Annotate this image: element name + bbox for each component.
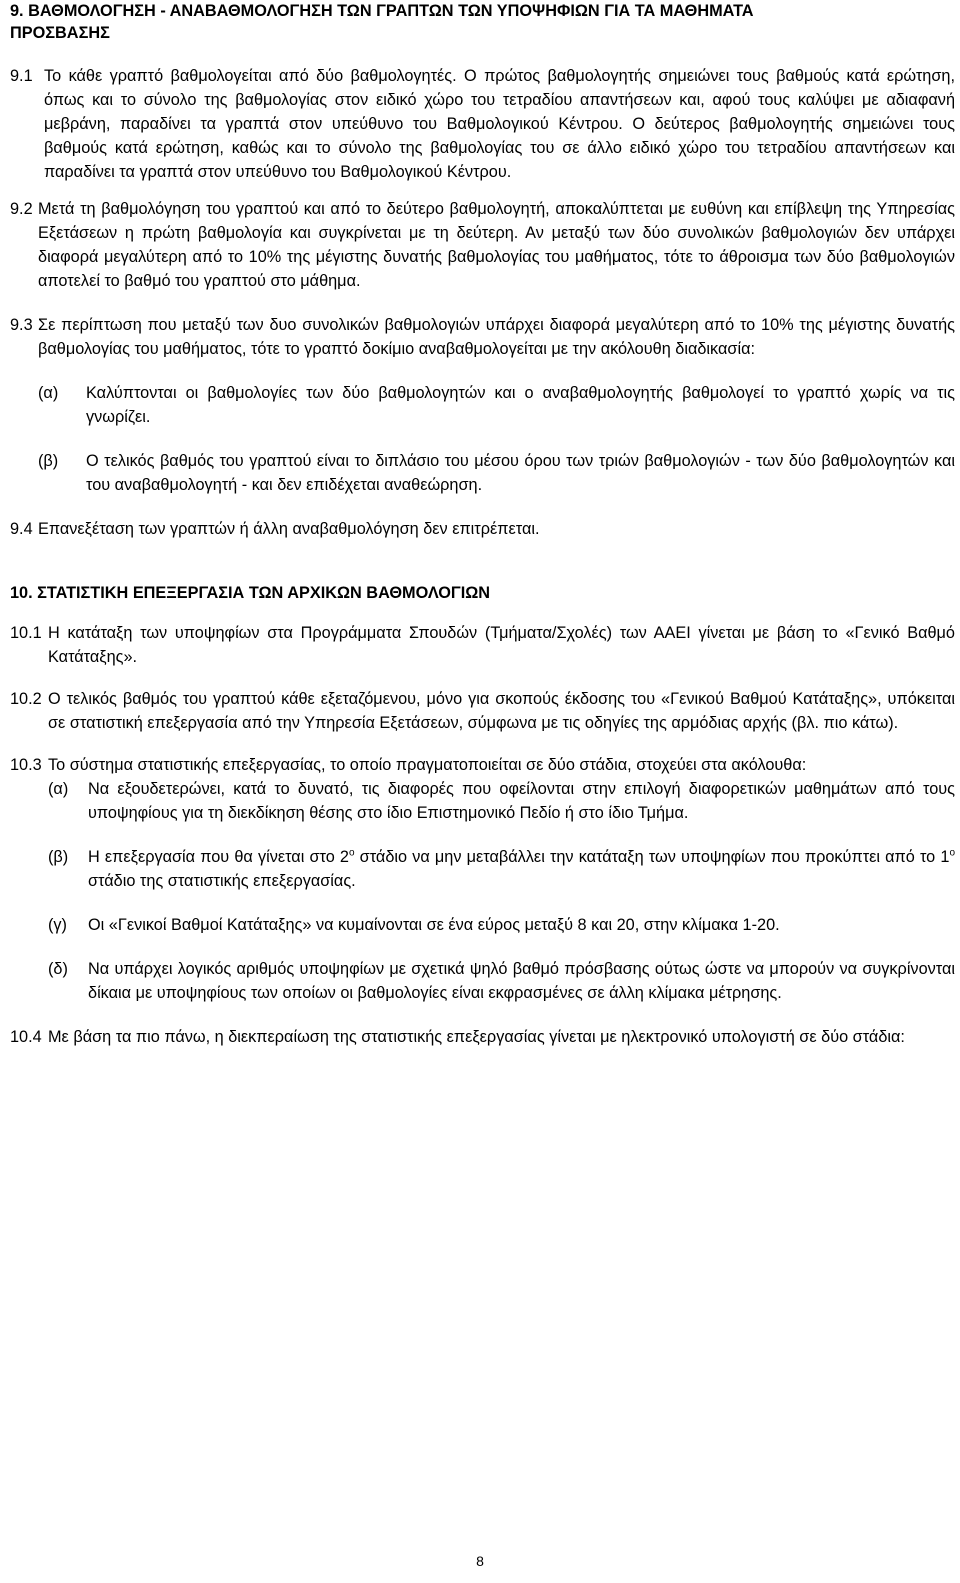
paragraph-text: Ο τελικός βαθμός του γραπτού κάθε εξεταζόμενου, μόνο για σκοπούς έκδοσης του «Γενικού Βαθμού Κατάταξης», υπόκειται σε στατιστική επεξεργασία από την Υπηρεσία Εξετάσεων, σύμφωνα με τις οδηγίες της αρμόδιας αρχής (βλ. πιο κάτω). (48, 690, 955, 732)
item-label: (δ) (48, 960, 68, 978)
item-text: Ο τελικός βαθμός του γραπτού είναι το διπλάσιο του μέσου όρου των τριών βαθμολογιών - των δύο βαθμολογητών και του αναβαθμολογητή - και δεν επιδέχεται αναθεώρηση. (86, 452, 955, 494)
paragraph-number: 10.2 (10, 690, 42, 708)
item-text: Καλύπτονται οι βαθμολογίες των δύο βαθμολογητών και ο αναβαθμολογητής βαθμολογεί το γραπτό χωρίς να τις γνωρίζει. (86, 384, 955, 426)
item-text-part: Η επεξεργασία που θα γίνεται στο 2 (88, 848, 349, 866)
paragraph-9-3-b (38, 449, 955, 497)
paragraph-9-2 (10, 197, 955, 293)
item-label: (β) (48, 848, 69, 866)
item-label: (γ) (48, 916, 67, 934)
paragraph-number: 10.3 (10, 756, 42, 774)
paragraph-10-4 (10, 1025, 955, 1049)
paragraph-number: 9.3 (10, 316, 33, 334)
document-page (10, 0, 955, 1049)
paragraph-number: 9.2 (10, 200, 33, 218)
item-text: Να εξουδετερώνει, κατά το δυνατό, τις διαφορές που οφείλονται στην επιλογή διαφορετικών μαθημάτων από τους υποψηφίους για τη διεκδίκηση θέσης στο ίδιο Επιστημονικό Πεδίο ή στο ίδιο Τμήμα. (88, 780, 955, 822)
page-number: 8 (476, 1553, 484, 1569)
item-text: Οι «Γενικοί Βαθμοί Κατάταξης» να κυμαίνονται σε ένα εύρος μεταξύ 8 και 20, στην κλίμακα 1-20. (88, 916, 780, 934)
paragraph-number: 10.4 (10, 1028, 42, 1046)
item-label: (α) (48, 780, 69, 798)
paragraph-text: Με βάση τα πιο πάνω, η διεκπεραίωση της στατιστικής επεξεργασίας γίνεται με ηλεκτρονικό υπολογιστή σε δύο στάδια: (48, 1028, 905, 1046)
paragraph-text: Το σύστημα στατιστικής επεξεργασίας, το οποίο πραγματοποιείται σε δύο στάδια, στοχεύει στα ακόλουθα: (48, 756, 807, 774)
item-text-part: στάδιο της στατιστικής επεξεργασίας. (88, 872, 356, 890)
item-text-part: στάδιο να μην μεταβάλλει την κατάταξη των υποψηφίων που προκύπτει από το 1 (354, 848, 950, 866)
paragraph-10-2 (10, 687, 955, 735)
paragraph-10-3 (10, 753, 955, 777)
item-label: (α) (38, 384, 59, 402)
section-10-heading: 10. ΣΤΑΤΙΣΤΙΚΗ ΕΠΕΞΕΡΓΑΣΙΑ ΤΩΝ ΑΡΧΙΚΩΝ ΒΑΘΜΟΛΟΓΙΩΝ (10, 584, 491, 602)
item-text (88, 845, 955, 893)
paragraph-9-3 (10, 313, 955, 361)
paragraph-10-3-d (48, 957, 955, 1005)
superscript: ο (949, 847, 955, 859)
paragraph-10-3-a (48, 777, 955, 825)
paragraph-10-3-b (48, 845, 955, 893)
paragraph-10-3-c (48, 913, 955, 937)
paragraph-text: Σε περίπτωση που μεταξύ των δυο συνολικών βαθμολογιών υπάρχει διαφορά μεγαλύτερη από το 10% της μέγιστης δυνατής βαθμολογίας του μαθήματος, τότε το γραπτό δοκίμιο αναβαθμολογείται με την ακόλουθη διαδικασία: (38, 316, 955, 358)
paragraph-9-4 (10, 517, 955, 541)
paragraph-text: Η κατάταξη των υποψηφίων στα Προγράμματα Σπουδών (Τμήματα/Σχολές) των ΑΑΕΙ γίνεται με βάση το «Γενικό Βαθμό Κατάταξης». (48, 624, 955, 666)
paragraph-9-1 (10, 64, 955, 184)
paragraph-number: 9.4 (10, 520, 33, 538)
item-label: (β) (38, 452, 59, 470)
superscript: ο (348, 847, 355, 859)
paragraph-text: Επανεξέταση των γραπτών ή άλλη αναβαθμολόγηση δεν επιτρέπεται. (38, 520, 540, 538)
paragraph-number: 9.1 (10, 67, 33, 85)
paragraph-9-3-a (38, 381, 955, 429)
paragraph-text: Το κάθε γραπτό βαθμολογείται από δύο βαθμολογητές. Ο πρώτος βαθμολογητής σημειώνει τους βαθμούς κατά ερώτηση, όπως και το σύνολο της βαθμολογίας στον ειδικό χώρο του τετραδίου απαντήσεων και, αφού τους καλύψει με αδιαφανή μεβράνη, παραδίνει τα γραπτά στον υπεύθυνο του Βαθμολογικού Κέντρου. Ο δεύτερος βαθμολογητής σημειώνει τους βαθμούς κατά ερώτηση, καθώς και το σύνολο της βαθμολογίας του σε άλλο ειδικό χώρο του τετραδίου απαντήσεων και παραδίνει τα γραπτά στον υπεύθυνο του Βαθμολογικού Κέντρου. (44, 67, 955, 181)
section-9-heading: 9. ΒΑΘΜΟΛΟΓΗΣΗ - ΑΝΑΒΑΘΜΟΛΟΓΗΣΗ ΤΩΝ ΓΡΑΠΤΩΝ ΤΩΝ ΥΠΟΨΗΦΙΩΝ ΓΙΑ ΤΑ ΜΑΘΗΜΑΤΑ ΠΡΟΣΒΑΣΗΣ (10, 2, 754, 42)
item-text: Να υπάρχει λογικός αριθμός υποψηφίων με σχετικά ψηλό βαθμό πρόσβασης ούτως ώστε να μπορούν να συγκρίνονται δίκαια με υποψηφίους των οποίων οι βαθμολογίες είναι εκφρασμένες σε άλλη κλίμακα μέτρησης. (88, 960, 955, 1002)
paragraph-number: 10.1 (10, 624, 42, 642)
paragraph-10-1 (10, 621, 955, 669)
paragraph-text: Μετά τη βαθμολόγηση του γραπτού και από το δεύτερο βαθμολογητή, αποκαλύπτεται με ευθύνη και επίβλεψη της Υπηρεσίας Εξετάσεων η πρώτη βαθμολογία και συγκρίνεται με τη δεύτερη. Αν μεταξύ των δύο συνολικών βαθμολογιών δεν υπάρχει διαφορά μεγαλύτερη από το 10% της μέγιστης δυνατής βαθμολογίας του μαθήματος, τότε το άθροισμα των δύο βαθμολογιών αποτελεί το βαθμό του γραπτού στο μάθημα. (38, 200, 955, 290)
